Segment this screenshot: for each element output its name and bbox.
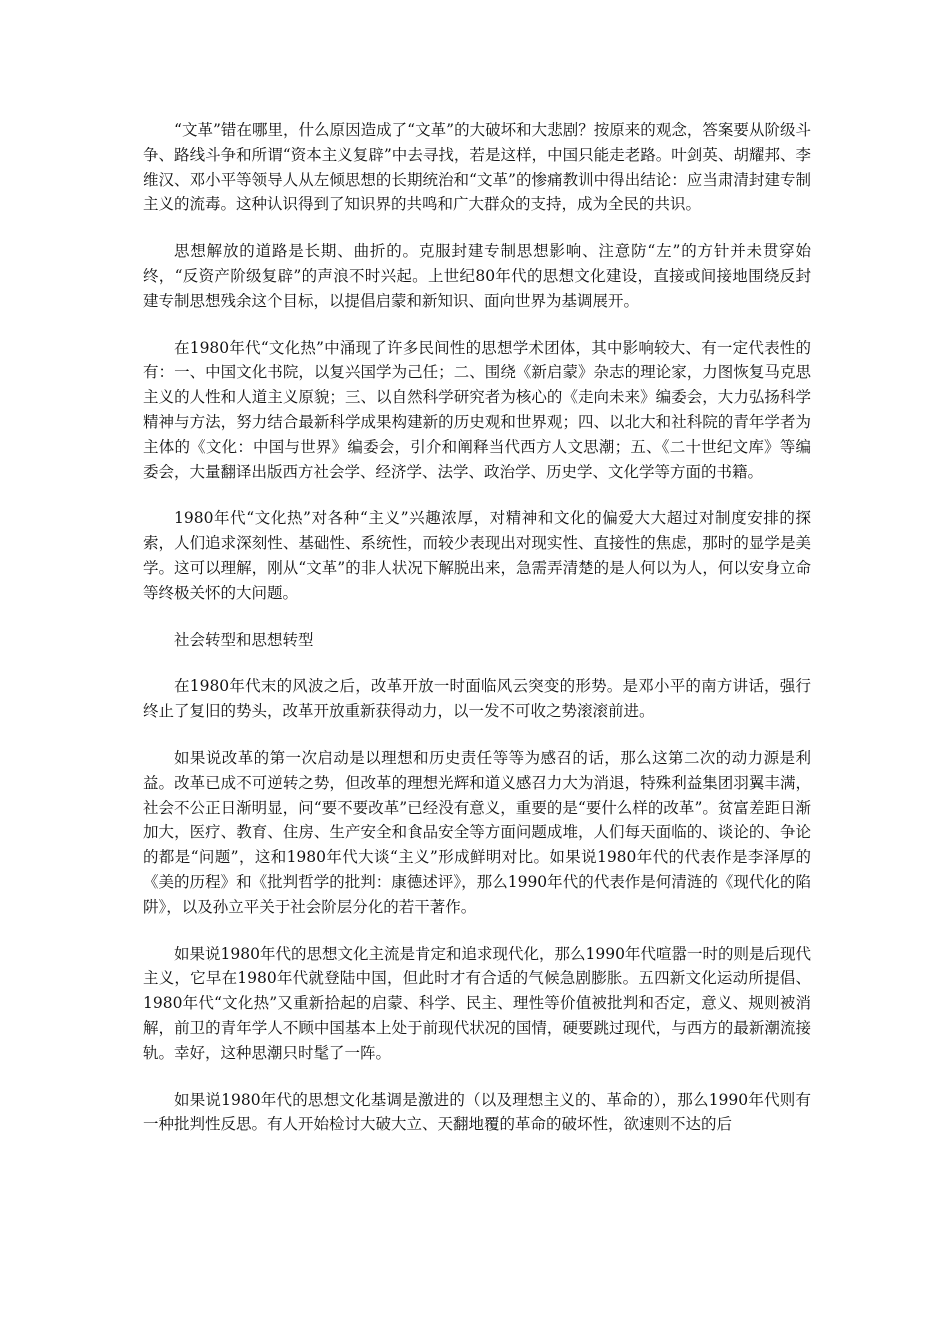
paragraph: 1980年代“文化热”对各种“主义”兴趣浓厚，对精神和文化的偏爱大大超过对制度安排的探索，人们追求深刻性、基础性、系统性，而较少表现出对现实性、直接性的焦虑，那时的显学是美学。这可以理解，刚从“文革”的非人状况下解脱出来，急需弄清楚的是人何以为人，何以安身立命等终极关怀的大问题。 [143, 509, 811, 602]
paragraph: 如果说改革的第一次启动是以理想和历史责任等等为感召的话，那么这第二次的动力源是利益。改革已成不可逆转之势，但改革的理想光辉和道义感召力大为消退，特殊利益集团羽翼丰满，社会不公正日渐明显，问“要不要改革”已经没有意义，重要的是“要什么样的改革”。贫富差距日渐加大，医疗、教育、住房、生产安全和食品安全等方面问题成堆，人们每天面临的、谈论的、争论的都是“问题”，这和1980年代大谈“主义”形成鲜明对比。如果说1980年代的代表作是李泽厚的《美的历程》和《批判哲学的批判：康德述评》，那么1990年代的代表作是何清涟的《现代化的陷阱》，以及孙立平关于社会阶层分化的若干著作。 [143, 748, 811, 916]
paragraph: 思想解放的道路是长期、曲折的。克服封建专制思想影响、注意防“左”的方针并未贯穿始终，“反资产阶级复辟”的声浪不时兴起。上世纪80年代的思想文化建设，直接或间接地围绕反封建专制思想残余这个目标，以提倡启蒙和新知识、面向世界为基调展开。 [143, 242, 811, 310]
paragraph: 如果说1980年代的思想文化基调是激进的（以及理想主义的、革命的），那么1990年代则有一种批判性反思。有人开始检讨大破大立、天翻地覆的革命的破坏性，欲速则不达的后 [143, 1090, 811, 1134]
paragraph: 在1980年代末的风波之后，改革开放一时面临风云突变的形势。是邓小平的南方讲话，强行终止了复旧的势头，改革开放重新获得动力，以一发不可收之势滚滚前进。 [143, 677, 811, 721]
paragraph: 在1980年代“文化热”中涌现了许多民间性的思想学术团体，其中影响较大、有一定代表性的有：一、中国文化书院，以复兴国学为己任；二、围绕《新启蒙》杂志的理论家，力图恢复马克思主义的人性和人道主义原貌；三、以自然科学研究者为核心的《走向未来》编委会，大力弘扬科学精神与方法，努力结合最新科学成果构建新的历史观和世界观；四、以北大和社科院的青年学者为主体的《文化：中国与世界》编委会，引介和阐释当代西方人文思潮；五、《二十世纪文库》等编委会，大量翻译出版西方社会学、经济学、法学、政治学、历史学、文化学等方面的书籍。 [143, 338, 811, 481]
document-body [143, 118, 811, 1159]
section-heading: 社会转型和思想转型 [174, 630, 314, 649]
paragraph: “文革”错在哪里，什么原因造成了“文革”的大破坏和大悲剧？按原来的观念，答案要从阶级斗争、路线斗争和所谓“资本主义复辟”中去寻找，若是这样，中国只能走老路。叶剑英、胡耀邦、李维汉、邓小平等领导人从左倾思想的长期统治和“文革”的惨痛教训中得出结论：应当肃清封建专制主义的流毒。这种认识得到了知识界的共鸣和广大群众的支持，成为全民的共识。 [143, 121, 811, 214]
paragraph: 如果说1980年代的思想文化主流是肯定和追求现代化，那么1990年代喧嚣一时的则是后现代主义，它早在1980年代就登陆中国，但此时才有合适的气候急剧膨胀。五四新文化运动所提倡、1980年代“文化热”又重新拾起的启蒙、科学、民主、理性等价值被批判和否定，意义、规则被消解，前卫的青年学人不顾中国基本上处于前现代状况的国情，硬要跳过现代，与西方的最新潮流接轨。幸好，这种思潮只时髦了一阵。 [143, 944, 811, 1062]
